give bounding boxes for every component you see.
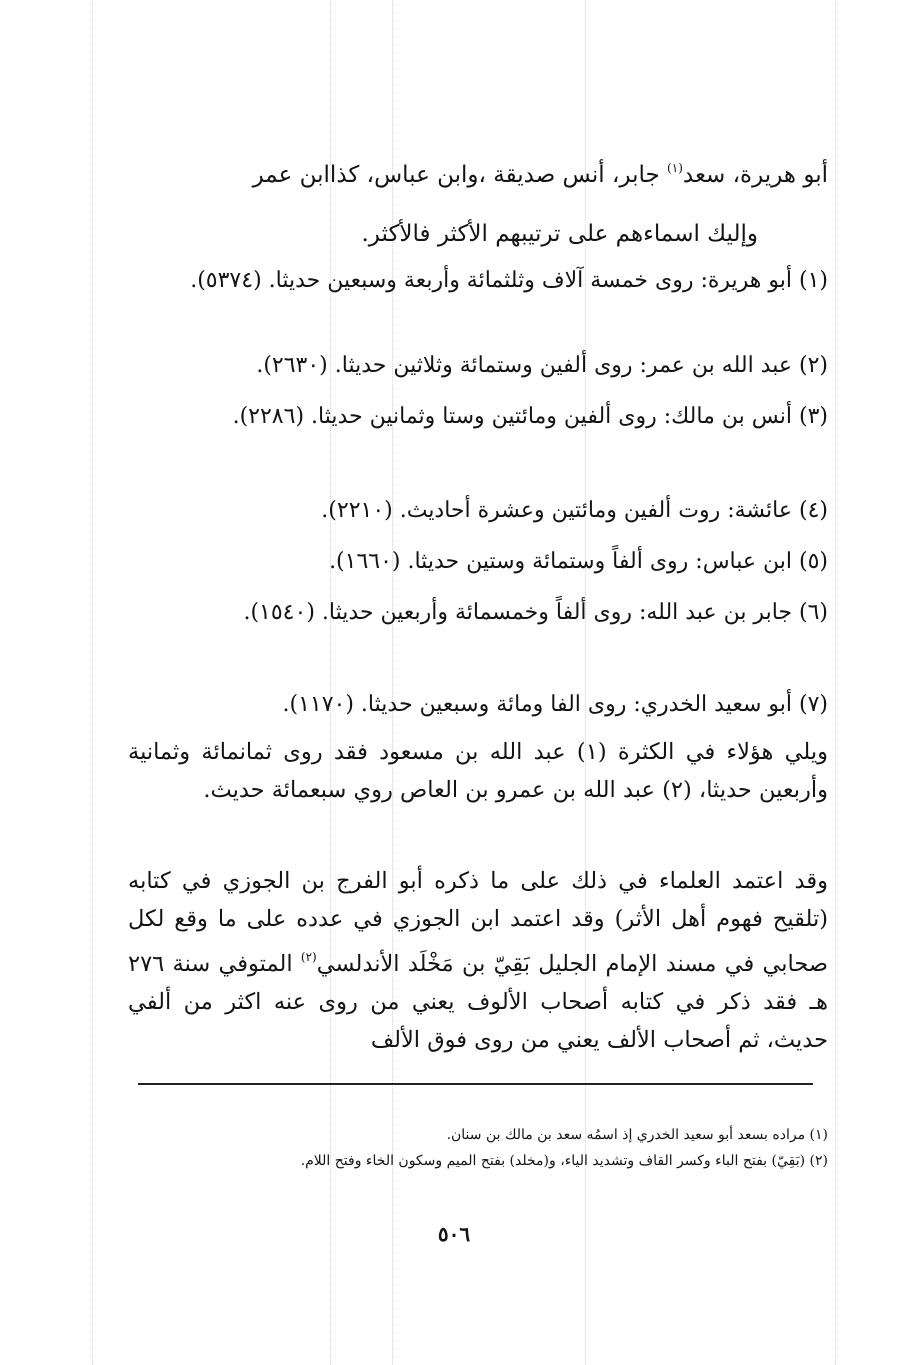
- page-number: ٥٠٦: [437, 1222, 471, 1246]
- list-item: (٤) عائشة: روت ألفين ومائتين وعشرة أحاديث. (٢٢١٠).: [321, 498, 828, 523]
- intro-line-1: أبو هريرة، سعد$^{(١)}$ جابر، أنس صديقة ،وابن عباس، كذاابن عمر: [252, 161, 828, 188]
- paragraph-1: ويلي هؤلاء في الكثرة (١) عبد الله بن مسعود فقد روى ثمانمائة وثمانية وأربعين حديثا، (٢) عبد الله بن عمرو بن العاص روي سبعمائة حديث.: [128, 739, 829, 803]
- list-item: (٦) جابر بن عبد الله: روى ألفاً وخمسمائة وأربعين حديثا. (١٥٤٠).: [243, 600, 828, 625]
- footnote-ref-1: (١): [667, 161, 683, 175]
- page-content: [128, 0, 828, 1365]
- paragraph-2: وقد اعتمد العلماء في ذلك على ما ذكره أبو الفرج بن الجوزي في كتابه (تلقيح فهوم أهل الأثر) وقد اعتمد ابن الجوزي في عدده على ما وقع لكل صحابي في مسند الإمام الجليل بَقِيّ بن مَخْلَد الأندلسي$^{(٢)}$ المتوفي سنة ٢٧٦ هـ فقد ذكر في كتابه أصحاب الألوف يعني من روى عنه اكثر من ألفي حديث، ثم أصحاب الألف يعني من روى فوق الألف: [128, 868, 828, 1053]
- footnote-divider: [138, 1083, 813, 1085]
- list-item: (١) أبو هريرة: روى خمسة آلاف وثلثمائة وأربعة وسبعين حديثا. (٥٣٧٤).: [190, 268, 828, 293]
- footnote-1: (١) مراده بسعد أبو سعيد الخدري إذ اسمُه سعد بن مالك بن سنان.: [446, 1127, 828, 1143]
- footnote-ref-2: (٢): [300, 950, 317, 964]
- intro-line-2: وإليك اسماءهم على ترتيبهم الأكثر فالأكثر.: [361, 221, 758, 247]
- footnote-2: (٢) (بَقِيّ) بفتح الباء وكسر القاف وتشديد الياء، و(مخلد) بفتح الميم وسكون الخاء وفتح اللام.: [300, 1153, 828, 1169]
- list-item: (٧) أبو سعيد الخدري: روى الفا ومائة وسبعين حديثا. (١١٧٠).: [282, 692, 828, 717]
- list-item: (٥) ابن عباس: روى ألفاً وستمائة وستين حديثا. (١٦٦٠).: [329, 549, 828, 574]
- list-item: (٣) أنس بن مالك: روى ألفين ومائتين وستا وثمانين حديثا. (٢٢٨٦).: [232, 404, 828, 429]
- list-item: (٢) عبد الله بن عمر: روى ألفين وستمائة وثلاثين حديثا. (٢٦٣٠).: [256, 353, 828, 378]
